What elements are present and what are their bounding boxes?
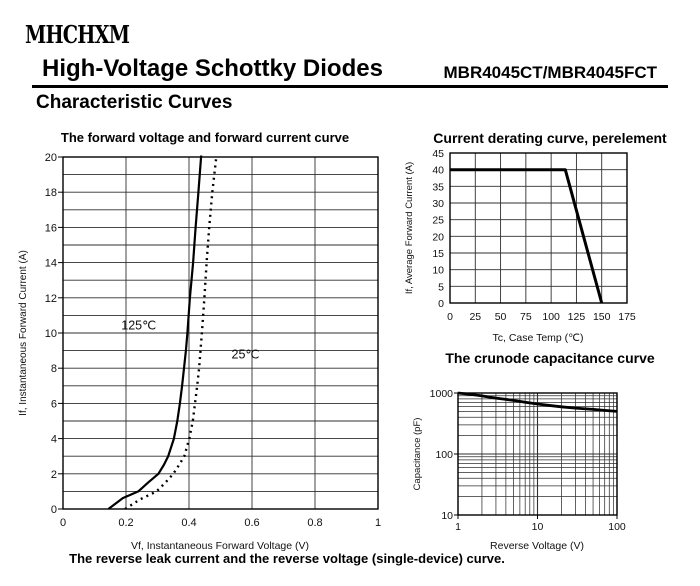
y-tick-label: 100 (435, 449, 453, 461)
x-tick-label: 25 (469, 311, 482, 323)
y-tick-label: 30 (432, 198, 444, 210)
x-tick-label: 0.8 (307, 517, 323, 529)
x-tick-label: 0 (447, 311, 453, 323)
forward-curve-title: The forward voltage and forward current curve (60, 130, 350, 145)
x-tick-label: 100 (608, 521, 626, 533)
y-tick-label: 0 (438, 298, 444, 310)
y-tick-label: 5 (438, 281, 444, 294)
x-tick-label: 0.4 (181, 517, 197, 529)
x-axis-title: Reverse Voltage (V) (490, 540, 584, 552)
y-axis-title: Capacitance (pF) (412, 417, 423, 491)
y-tick-label: 10 (441, 510, 453, 522)
y-tick-label: 20 (44, 152, 57, 164)
series-label: 25℃ (231, 347, 260, 362)
x-tick-label: 0 (59, 517, 67, 529)
forward-curve-chart (14, 145, 398, 563)
x-tick-label: 50 (494, 311, 507, 323)
y-tick-label: 16 (44, 222, 57, 235)
y-tick-label: 2 (50, 468, 57, 481)
x-tick-label: 150 (592, 311, 611, 323)
page-title: High-Voltage Schottky Diodes (42, 55, 383, 82)
y-tick-label: 14 (44, 257, 57, 270)
series-label: 125℃ (121, 318, 157, 333)
x-axis-title: Vf, Instantaneous Forward Voltage (V) (130, 540, 310, 552)
x-tick-label: 1 (455, 521, 461, 533)
part-number: MBR4045CT/MBR4045FCT (443, 63, 657, 82)
gridlines (450, 153, 627, 303)
x-tick-label: 100 (542, 311, 560, 323)
y-tick-label: 10 (432, 264, 444, 277)
y-axis-title: If, Instantaneous Forward Current (A) (18, 250, 29, 416)
capacitance-curve-title: The crunode capacitance curve (445, 350, 655, 366)
section-title: Characteristic Curves (36, 92, 233, 113)
x-tick-label: 75 (520, 311, 532, 323)
x-tick-label: 1 (374, 517, 382, 529)
gridlines (458, 393, 617, 515)
x-tick-label: 125 (567, 311, 586, 323)
y-axis-title: If, Average Forward Current (A) (404, 161, 415, 295)
y-tick-label: 0 (50, 504, 57, 516)
x-axis-title: Tc, Case Temp (℃) (492, 332, 584, 344)
y-tick-label: 45 (432, 148, 444, 160)
x-tick-label: 175 (618, 311, 636, 323)
y-tick-label: 15 (432, 248, 444, 260)
x-tick-label: 0.2 (118, 517, 134, 529)
footer-caption: The reverse leak current and the reverse voltage (single-device) curve. (69, 551, 505, 566)
y-tick-label: 20 (432, 231, 444, 244)
y-tick-label: 1000 (429, 388, 453, 400)
brand-logo: MHCHXM (25, 20, 130, 49)
x-tick-label: 0.6 (244, 517, 260, 529)
header-divider (32, 85, 668, 88)
y-tick-label: 6 (50, 398, 57, 411)
y-tick-label: 18 (44, 187, 57, 200)
y-tick-label: 12 (44, 292, 57, 305)
y-tick-label: 25 (432, 214, 444, 227)
y-tick-label: 35 (432, 181, 444, 194)
derating-curve-chart (403, 148, 697, 353)
gridlines (63, 157, 378, 509)
x-tick-label: 10 (531, 521, 544, 533)
y-tick-label: 4 (50, 433, 57, 446)
y-tick-label: 8 (50, 363, 57, 376)
y-tick-label: 10 (44, 328, 57, 340)
y-tick-label: 40 (432, 164, 444, 177)
derating-curve-title: Current derating curve, perelement (433, 130, 667, 146)
capacitance-curve-chart (405, 383, 697, 563)
plot-frame (450, 153, 627, 303)
